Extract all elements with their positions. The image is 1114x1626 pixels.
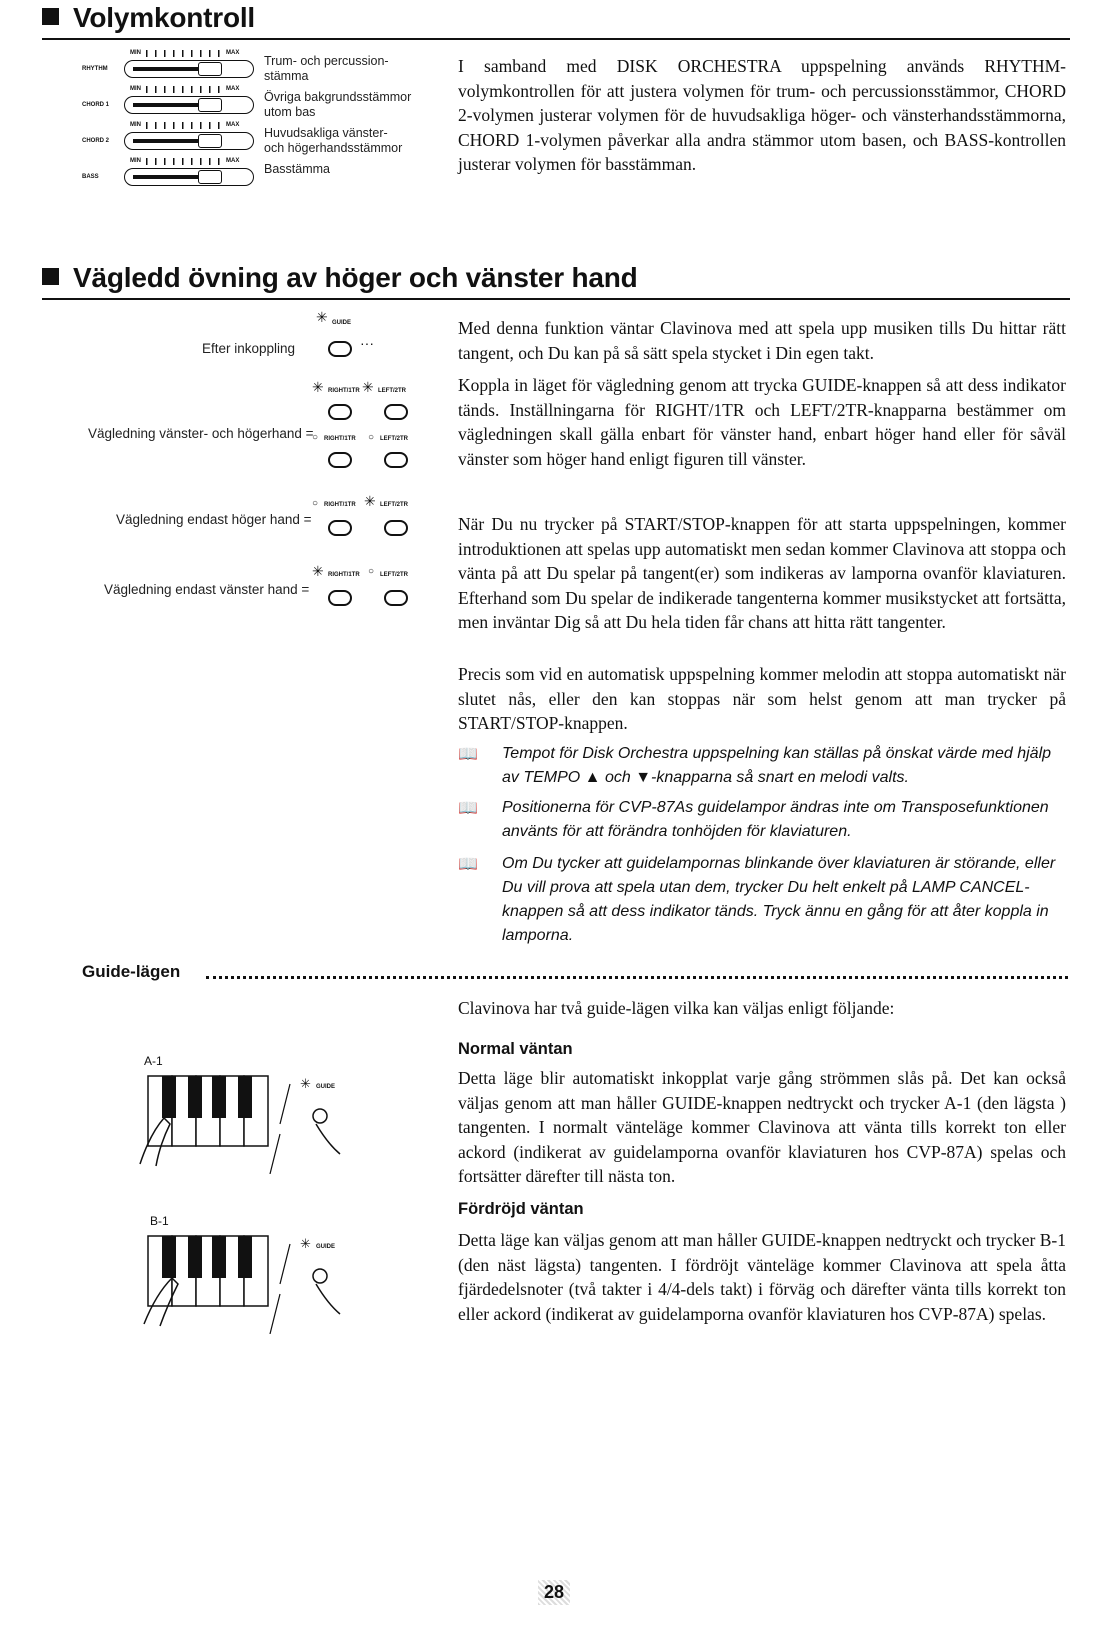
key-label: B-1	[150, 1214, 169, 1228]
normal-wait-title: Normal väntan	[458, 1040, 573, 1058]
keyboard-drawing	[120, 1054, 360, 1174]
scale-min-label: MIN	[130, 50, 141, 56]
left-btn-label: LEFT/2TR	[380, 502, 408, 508]
volume-slider-row	[82, 156, 442, 192]
note-1	[458, 742, 1066, 790]
left-button-icon	[384, 520, 408, 536]
right-btn-label: RIGHT/1TR	[328, 388, 360, 394]
slider-knob[interactable]	[198, 98, 222, 112]
slider-knob[interactable]	[198, 170, 222, 184]
after-on-label: Efter inkoppling	[202, 341, 296, 356]
scale-max-label: MAX	[226, 50, 240, 56]
slider-knob[interactable]	[198, 134, 222, 148]
lamp-lit-icon: ✳	[312, 381, 324, 396]
slider-name: CHORD 1	[82, 102, 110, 108]
guide-para-3: När Du nu trycker på START/STOP-knappen för att starta uppspelningen, kommer introduktionen att spelas upp automatiskt men sedan kommer Clavinova att stoppa och vänta på att Du spelar på tangent(er) som indikeras av lamporna ovanför klaviaturen. Efterhand som Du spelar de indikerade tangenterna kommer musikstycket att fortsätta, men inväntar Dig så att Du hela tiden får chans att hitta rätt tangenter.	[458, 514, 1067, 632]
scale-ticks	[146, 50, 222, 57]
scale-min-label: MIN	[130, 158, 141, 164]
scale-min-label: MIN	[130, 86, 141, 92]
slider-knob[interactable]	[198, 62, 222, 76]
guide-modes-intro: Clavinova har två guide-lägen vilka kan väljas enligt följande:	[458, 998, 895, 1018]
volume-body: I samband med DISK ORCHESTRA uppspelning används RHYTHM-volymkontrollen för att justera volymen för trum- och percussionsstämmor, CHORD 2-volymen justerar volymen för de huvudsakliga höger- och vänsterhandsstämmorna, CHORD 1-volymen påverkar alla andra stämmor utom basen, och BASS-kontrollen justerar volymen för basstämman.	[458, 56, 1066, 174]
right-only-label: Vägledning endast höger hand =	[116, 512, 312, 527]
guide-button-icon	[328, 341, 352, 357]
lamp-off-icon: ○	[312, 498, 319, 509]
guide-para-2: Koppla in läget för vägledning genom att trycka GUIDE-knappen så att dess indikator tänds. Inställningarna för RIGHT/1TR och LEFT/2TR-knapparna bestämmer om vägledningen skall gälla enbart för vänster hand, enbart höger hand eller för såväl vänster som höger hand enligt figuren till vänster.	[458, 375, 1066, 469]
slider-description: Övriga bakgrundsstämmor utom bas	[264, 90, 412, 119]
normal-wait-body: Detta läge blir automatiskt inkopplat varje gång strömmen slås på. Det kan också väljas genom att man håller GUIDE-knappen nedtryckt och trycker A-1 (den lägsta ) tangenten. I normalt vänteläge kommer Clavinova att vänta tills korrekt ton eller ackord (indikerat av guidelamporna ovanför klaviaturen hos CVP-87A) spelas och fortsätter därefter till nästa ton.	[458, 1068, 1066, 1186]
slider-fill	[133, 67, 198, 71]
slider-track[interactable]	[124, 168, 254, 186]
lamp-lit-icon: ✳	[316, 311, 328, 326]
keyboard-illustration-b1	[120, 1214, 360, 1334]
right-btn-label: RIGHT/1TR	[328, 572, 360, 578]
section-title-vagledd: Vägledd övning av höger och vänster hand	[42, 262, 638, 294]
lamp-lit-icon: ✳	[300, 1236, 311, 1251]
page-number: 28	[538, 1580, 570, 1605]
scale-ticks	[146, 86, 222, 93]
left-button-icon	[384, 404, 408, 420]
volume-slider-row	[82, 84, 442, 120]
left-button-icon	[384, 452, 408, 468]
slider-name: RHYTHM	[82, 66, 108, 72]
book-icon: 📖	[458, 856, 478, 873]
guide-lamp-label: GUIDE	[332, 320, 352, 326]
guide-para-1: Med denna funktion väntar Clavinova med att spela upp musiken tills Du hittar rätt tangent, och Du kan på så sätt spela stycket i Din egen takt.	[458, 318, 1066, 363]
keyboard-illustration-a1	[120, 1054, 360, 1174]
lamp-lit-icon: ✳	[362, 381, 374, 396]
section-title-volymkontroll: Volymkontroll	[42, 2, 255, 34]
lamp-lit-icon: ✳	[364, 495, 376, 510]
left-button-icon	[384, 590, 408, 606]
slider-description: Basstämma	[264, 162, 330, 176]
guide-para-4: Precis som vid en automatisk uppspelning kommer melodin att stoppa automatiskt när slutet nås, eller den kan stoppas när som helst genom att man trycker på START/STOP-knappen.	[458, 664, 1066, 733]
note-text: Positionerna för CVP-87As guidelampor ändras inte om Transposefunktionen använts för att förändra tonhöjden för klaviaturen.	[502, 799, 1049, 840]
note-text: Om Du tycker att guidelampornas blinkande över klaviaturen är störande, eller Du vill prova att spela utan dem, trycker Du helt enkelt på LAMP CANCEL-knappen så att dess indikator tänds. Tryck ännu en gång för att åter koppla in lamporna.	[502, 855, 1056, 944]
both-hands-label: Vägledning vänster- och högerhand =	[88, 426, 314, 441]
slider-track[interactable]	[124, 60, 254, 78]
key-label: A-1	[144, 1054, 163, 1068]
volume-slider-row	[82, 120, 442, 156]
book-icon: 📖	[458, 800, 478, 817]
scale-max-label: MAX	[226, 86, 240, 92]
scale-min-label: MIN	[130, 122, 141, 128]
guide-diagram	[80, 308, 440, 608]
slider-fill	[133, 103, 198, 107]
note-2	[458, 796, 1066, 844]
note-3	[458, 852, 1066, 948]
lamp-off-icon: ○	[368, 432, 375, 443]
right-button-icon	[328, 452, 352, 468]
right-button-icon	[328, 590, 352, 606]
slider-name: CHORD 2	[82, 138, 110, 144]
left-btn-label: LEFT/2TR	[378, 388, 406, 394]
slider-description: Trum- och percussion- stämma	[264, 54, 389, 83]
volume-slider-row	[82, 48, 442, 84]
lamp-lit-icon: ✳	[300, 1076, 311, 1091]
delayed-wait-title: Fördröjd väntan	[458, 1200, 584, 1218]
dotted-leader	[206, 976, 1068, 979]
left-only-label: Vägledning endast vänster hand =	[104, 582, 310, 597]
slider-fill	[133, 175, 198, 179]
scale-ticks	[146, 158, 222, 165]
guide-lamp-label: GUIDE	[316, 1244, 336, 1250]
lamp-lit-icon: ✳	[312, 565, 324, 580]
volume-slider-diagram	[82, 48, 442, 198]
note-text: Tempot för Disk Orchestra uppspelning kan ställas på önskat värde med hjälp av TEMPO ▲ och ▼-knapparna så snart en melodi valts.	[502, 745, 1052, 786]
ellipsis: ···	[360, 335, 374, 351]
guide-lamp-label: GUIDE	[316, 1084, 336, 1090]
right-btn-label: RIGHT/1TR	[324, 436, 356, 442]
bullet-square	[42, 268, 59, 285]
delayed-wait-body: Detta läge kan väljas genom att man håller GUIDE-knappen nedtryckt och trycker B-1 (den näst lägsta) tangenten. I fördröjt vänteläge kommer Clavinova att spela åtta fjärdedelsnoter (två takter i 4/4-dels takt) i förväg och därefter vänta tills korrekt ton eller ackord (indikerat av guidelamporna ovanför klaviaturen hos CVP-87A) spelas.	[458, 1230, 1066, 1324]
right-btn-label: RIGHT/1TR	[324, 502, 356, 508]
bullet-square	[42, 8, 59, 25]
scale-max-label: MAX	[226, 158, 240, 164]
slider-fill	[133, 139, 198, 143]
keyboard-drawing	[120, 1214, 360, 1334]
slider-track[interactable]	[124, 132, 254, 150]
slider-name: BASS	[82, 174, 99, 180]
slider-track[interactable]	[124, 96, 254, 114]
guide-modes-title: Guide-lägen	[82, 962, 181, 981]
scale-max-label: MAX	[226, 122, 240, 128]
slider-description: Huvudsakliga vänster- och högerhandsstämmor	[264, 126, 403, 155]
lamp-off-icon: ○	[368, 566, 375, 577]
left-btn-label: LEFT/2TR	[380, 572, 408, 578]
right-button-icon	[328, 520, 352, 536]
scale-ticks	[146, 122, 222, 129]
left-btn-label: LEFT/2TR	[380, 436, 408, 442]
title-rule	[42, 38, 1070, 40]
lamp-off-icon: ○	[312, 432, 319, 443]
book-icon: 📖	[458, 746, 478, 763]
right-button-icon	[328, 404, 352, 420]
title-rule	[42, 298, 1070, 300]
